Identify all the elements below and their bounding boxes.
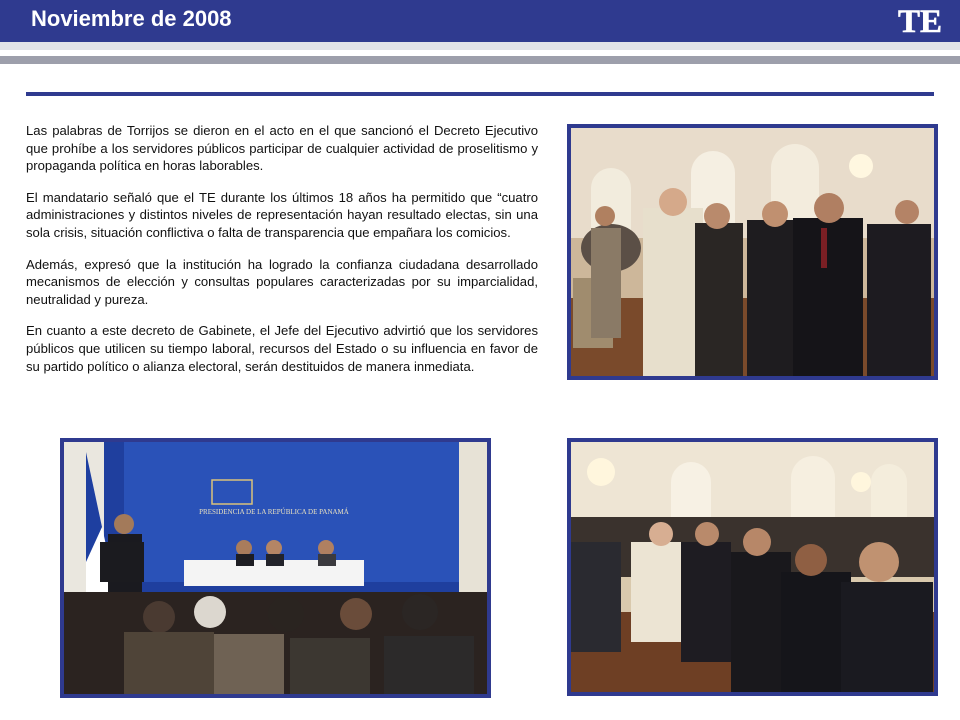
paragraph-4: En cuanto a este decreto de Gabinete, el Jefe del Ejecutivo advirtió que los servidores públicos que utilicen su tiempo laboral, recursos del Estado o su influencia en favor de su partido político o alianza electoral, serán destituidos de manera inmediata. [26, 323, 538, 374]
article-body [26, 122, 538, 389]
te-logo [894, 1, 946, 39]
header-stripe-dark [0, 56, 960, 64]
paragraph-2: El mandatario señaló que el TE durante los últimos 18 años ha permitido que “cuatro administraciones y distintos niveles de representación hayan resultado electas, sin una sola crisis, situación conflictiva o falta de transparencia que empañara los comicios. [26, 189, 538, 240]
backdrop-caption: PRESIDENCIA DE LA REPÚBLICA DE PANAMÁ [199, 508, 349, 516]
header-bar [0, 0, 960, 42]
photo-signing-ceremony [60, 438, 491, 698]
paragraph-3: Además, expresó que la institución ha logrado la confianza ciudadana desarrollado mecanismos de elección y consultas populares caracterizadas por su imparcialidad, neutralidad y pureza. [26, 256, 538, 307]
photo-applauding-audience [567, 438, 938, 696]
photo-reception-conversation [567, 124, 938, 380]
paragraph-1: Las palabras de Torrijos se dieron en el acto en el que sancionó el Decreto Ejecutivo que prohíbe a los servidores públicos participar de cualquier actividad de proselitismo y propaganda política en horas laborables. [26, 123, 538, 174]
section-rule [26, 92, 934, 96]
header-stripe-light [0, 42, 960, 50]
logo-text: TE [897, 4, 943, 39]
page-title: Noviembre de 2008 [31, 6, 232, 31]
